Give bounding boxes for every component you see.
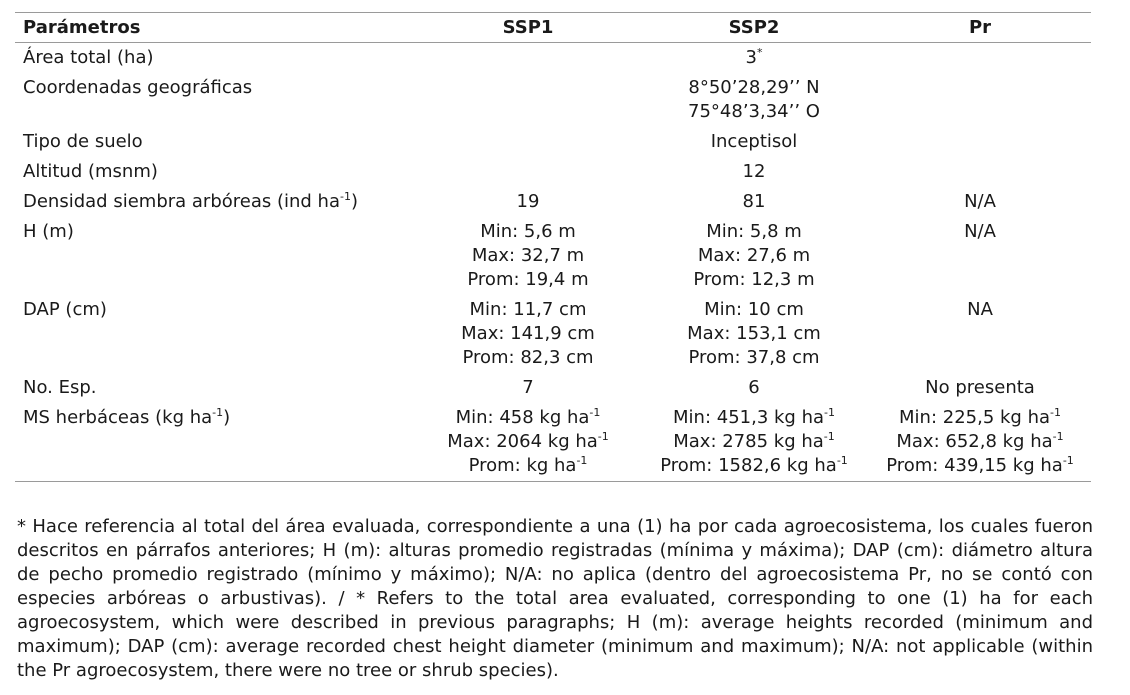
- coord-longitude: 75°48’3,34’’ O: [688, 101, 820, 122]
- h-ssp1-max: Max: 32,7 m: [471, 245, 585, 266]
- header-parametros: Parámetros: [23, 16, 141, 38]
- param-ms-close: ): [223, 407, 231, 428]
- table-row-suelo: [15, 127, 1091, 157]
- ms-ssp2-max: [639, 430, 869, 454]
- param-densidad: [15, 187, 417, 217]
- dap-ssp2: [639, 295, 869, 373]
- ms-ssp2-max-text: Max: 2785 kg ha: [673, 431, 824, 452]
- densidad-ssp1: 19: [516, 191, 540, 212]
- param-ms: [15, 403, 417, 482]
- param-densidad-close: ): [350, 191, 358, 212]
- noesp-pr: No presenta: [925, 377, 1035, 398]
- ms-ssp1-max-text: Max: 2064 kg ha: [447, 431, 598, 452]
- noesp-ssp2: 6: [748, 377, 760, 398]
- header-ssp2: SSP2: [728, 16, 780, 38]
- param-densidad-exp: -1: [340, 190, 351, 203]
- h-pr: N/A: [964, 221, 996, 242]
- ms-pr: [869, 403, 1091, 482]
- ms-pr-max: [869, 430, 1091, 454]
- parameters-table-container: [15, 12, 1091, 482]
- coord-latitude: 8°50’28,29’’ N: [688, 77, 820, 98]
- ms-pr-min-exp: -1: [1050, 406, 1061, 419]
- ms-ssp1-min-text: Min: 458 kg ha: [455, 407, 590, 428]
- ms-ssp2-prom: [639, 454, 869, 478]
- h-ssp1-prom: Prom: 19,4 m: [467, 269, 589, 290]
- h-ssp1: [417, 217, 639, 295]
- table-row-h: [15, 217, 1091, 295]
- param-altitud: Altitud (msnm): [23, 161, 158, 182]
- ms-pr-prom: [869, 454, 1091, 478]
- ms-ssp2-prom-text: Prom: 1582,6 kg ha: [660, 455, 837, 476]
- densidad-ssp2: 81: [742, 191, 766, 212]
- param-h: H (m): [23, 221, 74, 242]
- param-suelo: Tipo de suelo: [23, 131, 143, 152]
- ms-pr-min: [869, 406, 1091, 430]
- parameters-table: [15, 12, 1091, 482]
- value-area: [417, 43, 1091, 74]
- ms-ssp2-min-exp: -1: [824, 406, 835, 419]
- h-ssp2-prom: Prom: 12,3 m: [693, 269, 815, 290]
- header-pr: Pr: [968, 16, 992, 38]
- ms-ssp1: [417, 403, 639, 482]
- ms-ssp2-prom-exp: -1: [836, 454, 848, 467]
- ms-ssp1-max: [417, 430, 639, 454]
- table-row-ms: [15, 403, 1091, 482]
- dap-pr: NA: [967, 299, 993, 320]
- header-ssp1: SSP1: [502, 16, 554, 38]
- ms-ssp2-min: [639, 406, 869, 430]
- ms-pr-max-exp: -1: [1052, 430, 1064, 443]
- param-ms-text: MS herbáceas (kg ha: [23, 407, 213, 428]
- table-row-area: [15, 43, 1091, 74]
- param-ms-exp: -1: [212, 406, 224, 419]
- ms-ssp2-min-text: Min: 451,3 kg ha: [673, 407, 825, 428]
- h-ssp2-min: Min: 5,8 m: [706, 221, 802, 242]
- value-altitud: 12: [742, 161, 766, 182]
- dap-ssp1-max: Max: 141,9 cm: [461, 323, 595, 344]
- ms-pr-max-text: Max: 652,8 kg ha: [896, 431, 1053, 452]
- param-noesp: No. Esp.: [23, 377, 97, 398]
- table-row-noesp: [15, 373, 1091, 403]
- value-suelo: Inceptisol: [710, 131, 798, 152]
- dap-ssp2-prom: Prom: 37,8 cm: [688, 347, 820, 368]
- param-densidad-text: Densidad siembra arbóreas (ind ha: [23, 191, 340, 212]
- footnote-mark: *: [756, 46, 763, 59]
- h-ssp2-max: Max: 27,6 m: [697, 245, 811, 266]
- param-dap: DAP (cm): [23, 299, 107, 320]
- dap-ssp2-min: Min: 10 cm: [704, 299, 804, 320]
- ms-ssp2: [639, 403, 869, 482]
- ms-ssp1-prom-text: Prom: kg ha: [468, 455, 577, 476]
- table-row-dap: [15, 295, 1091, 373]
- table-row-altitud: [15, 157, 1091, 187]
- densidad-pr: N/A: [964, 191, 996, 212]
- ms-pr-prom-text: Prom: 439,15 kg ha: [886, 455, 1063, 476]
- ms-ssp1-prom-exp: -1: [576, 454, 588, 467]
- ms-pr-min-text: Min: 225,5 kg ha: [899, 407, 1051, 428]
- h-ssp2: [639, 217, 869, 295]
- ms-pr-prom-exp: -1: [1062, 454, 1074, 467]
- noesp-ssp1: 7: [522, 377, 534, 398]
- table-row-coords: [15, 73, 1091, 127]
- value-area-number: 3: [745, 47, 757, 68]
- h-ssp1-min: Min: 5,6 m: [480, 221, 576, 242]
- dap-ssp2-max: Max: 153,1 cm: [687, 323, 821, 344]
- table-row-densidad: [15, 187, 1091, 217]
- table-header-row: [15, 13, 1091, 43]
- table-footnote: * Hace referencia al total del área evaluada, correspondiente a una (1) ha por cada agroecosistema, los cuales fueron descritos en párrafos anteriores; H (m): alturas promedio registradas (mínima y máxima); DAP (cm): diámetro altura de pecho promedio registrado (mínimo y máximo); N/A: no aplica (dentro del agroecosistema Pr, no se contó con especies arbóreas o arbustivas). / * Refers to the total area evaluated, corresponding to one (1) ha for each agroecosystem, which were described in previous paragraphs; H (m): average heights recorded (minimum and maximum); DAP (cm): average recorded chest height diameter (minimum and maximum); N/A: not applicable (within the Pr agroecosystem, there were no tree or shrub species).: [17, 516, 1093, 681]
- param-area: Área total (ha): [23, 47, 154, 68]
- param-coords: Coordenadas geográficas: [23, 77, 253, 98]
- dap-ssp1-prom: Prom: 82,3 cm: [462, 347, 594, 368]
- ms-ssp1-min: [417, 406, 639, 430]
- dap-ssp1: [417, 295, 639, 373]
- ms-ssp1-max-exp: -1: [597, 430, 609, 443]
- ms-ssp2-max-exp: -1: [823, 430, 835, 443]
- dap-ssp1-min: Min: 11,7 cm: [469, 299, 587, 320]
- value-coords: [417, 73, 1091, 127]
- ms-ssp1-min-exp: -1: [589, 406, 601, 419]
- ms-ssp1-prom: [417, 454, 639, 478]
